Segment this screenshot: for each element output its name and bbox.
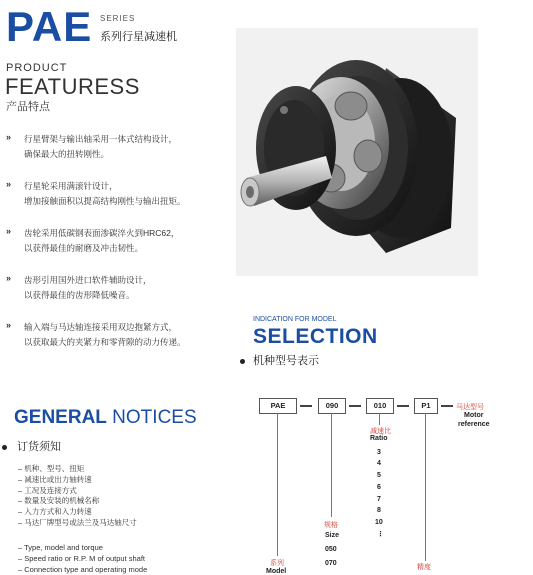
size-value: 070	[325, 560, 337, 567]
ratio-value: 6	[377, 484, 381, 491]
feature-item	[6, 226, 236, 256]
feature-text: 输入端与马达轴连接采用双边抱紧方式，	[24, 322, 178, 332]
separator-dash	[300, 405, 312, 407]
model-code-box-ratio: 010	[366, 398, 394, 414]
general-notices-title-bold: GENERAL	[14, 407, 107, 428]
feature-item	[6, 320, 236, 350]
bullet-dot-icon	[240, 359, 245, 364]
double-chevron-icon: »	[6, 273, 10, 283]
separator-dash	[441, 405, 453, 407]
ratio-value: 8	[377, 507, 381, 514]
ratio-ellipsis: ⋮	[377, 531, 384, 538]
leader-line	[331, 413, 332, 517]
bullet-dot-icon	[2, 445, 7, 450]
feature-item	[6, 132, 236, 162]
feature-text: 确保最大的扭转刚性。	[24, 149, 110, 159]
model-label-en: Model	[266, 568, 287, 575]
order-note-item: – 入力方式和入力转速	[18, 507, 92, 517]
model-label-cn: 系列	[270, 560, 284, 567]
size-value: 050	[325, 546, 337, 553]
feature-item	[6, 273, 236, 303]
size-label-cn: 规格	[324, 522, 338, 529]
separator-dash	[397, 405, 409, 407]
brand-title: PAE	[6, 3, 93, 50]
feature-text: 以获得最佳的齿形降低噪音。	[24, 290, 135, 300]
model-code-box-size: 090	[318, 398, 346, 414]
order-note-item: – Connection type and operating mode	[18, 564, 148, 574]
order-note-item: – 机种、型号、扭矩	[18, 464, 85, 473]
selection-indication: INDICATION FOR MODEL	[253, 316, 337, 323]
product-label: PRODUCT	[6, 62, 68, 74]
order-note-item: – 马达厂牌型号或法兰及马达轴尺寸	[18, 517, 137, 527]
order-note-item: – 数量及安装的机械名称	[18, 496, 100, 506]
motor-label-cn: 马达型号	[456, 404, 484, 411]
motor-label-en-1: Motor	[464, 412, 484, 419]
feature-text: 齿轮采用低碳钢表面渗碳淬火到HRC62，	[24, 228, 180, 238]
ratio-value: 4	[377, 460, 381, 467]
feature-text: 增加接触面积以提高结构刚性与输出扭矩。	[24, 196, 186, 206]
order-note-item: – 工况及连接方式	[18, 485, 77, 495]
feature-text: 以获得最佳的耐磨及冲击韧性。	[24, 243, 144, 253]
order-notes-en	[18, 543, 218, 575]
selection-subtitle	[240, 352, 319, 368]
leader-line	[425, 413, 426, 561]
order-notes-cn	[18, 464, 218, 529]
selection-title: SELECTION	[253, 325, 378, 348]
order-note-item: – 减速比或出力轴转速	[18, 474, 92, 484]
feature-text: 行星轮采用满滚针设计，	[24, 181, 118, 191]
ratio-value: 7	[377, 496, 381, 503]
series-label-en: SERIES	[100, 14, 136, 23]
double-chevron-icon: »	[6, 320, 10, 330]
selection-subtitle-text: 机种型号表示	[253, 355, 319, 367]
feature-item	[6, 179, 236, 209]
double-chevron-icon: »	[6, 132, 10, 142]
features-heading: FEATURESS	[5, 74, 140, 99]
model-code-box-series: PAE	[259, 398, 297, 414]
double-chevron-icon: »	[6, 226, 10, 236]
ratio-value: 3	[377, 449, 381, 456]
leader-line	[277, 413, 278, 556]
ratio-label-en: Ratio	[370, 435, 388, 442]
general-notices-title	[14, 407, 197, 429]
feature-text: 以获取最大的夹紧力和零背隙的动力传递。	[24, 337, 186, 347]
feature-text: 行星臂架与输出轴采用一体式结构设计，	[24, 134, 178, 144]
series-label-cn: 系列行星减速机	[100, 31, 177, 43]
features-heading-cn: 产品特点	[6, 101, 50, 113]
order-notice-subtitle-text: 订货须知	[17, 441, 61, 453]
motor-label-en-2: reference	[458, 421, 490, 428]
size-label-en: Size	[325, 532, 340, 539]
ratio-label-cn: 减速比	[370, 428, 391, 435]
order-notice-subtitle	[2, 438, 61, 454]
gearbox-photo	[236, 28, 478, 276]
order-note-item: – Type, model and torque	[18, 543, 103, 552]
precision-label-cn: 精度	[417, 564, 431, 571]
general-notices-title-rest: NOTICES	[106, 407, 197, 428]
leader-line	[379, 413, 380, 425]
separator-dash	[349, 405, 361, 407]
ratio-value: 5	[377, 472, 381, 479]
model-code-box-precision: P1	[414, 398, 438, 414]
order-note-item: – Speed ratio or R.P. M of output shaft	[18, 553, 146, 563]
feature-text: 齿形引用国外进口软件辅助设计，	[24, 275, 152, 285]
double-chevron-icon: »	[6, 179, 10, 189]
ratio-value: 10	[375, 519, 383, 526]
